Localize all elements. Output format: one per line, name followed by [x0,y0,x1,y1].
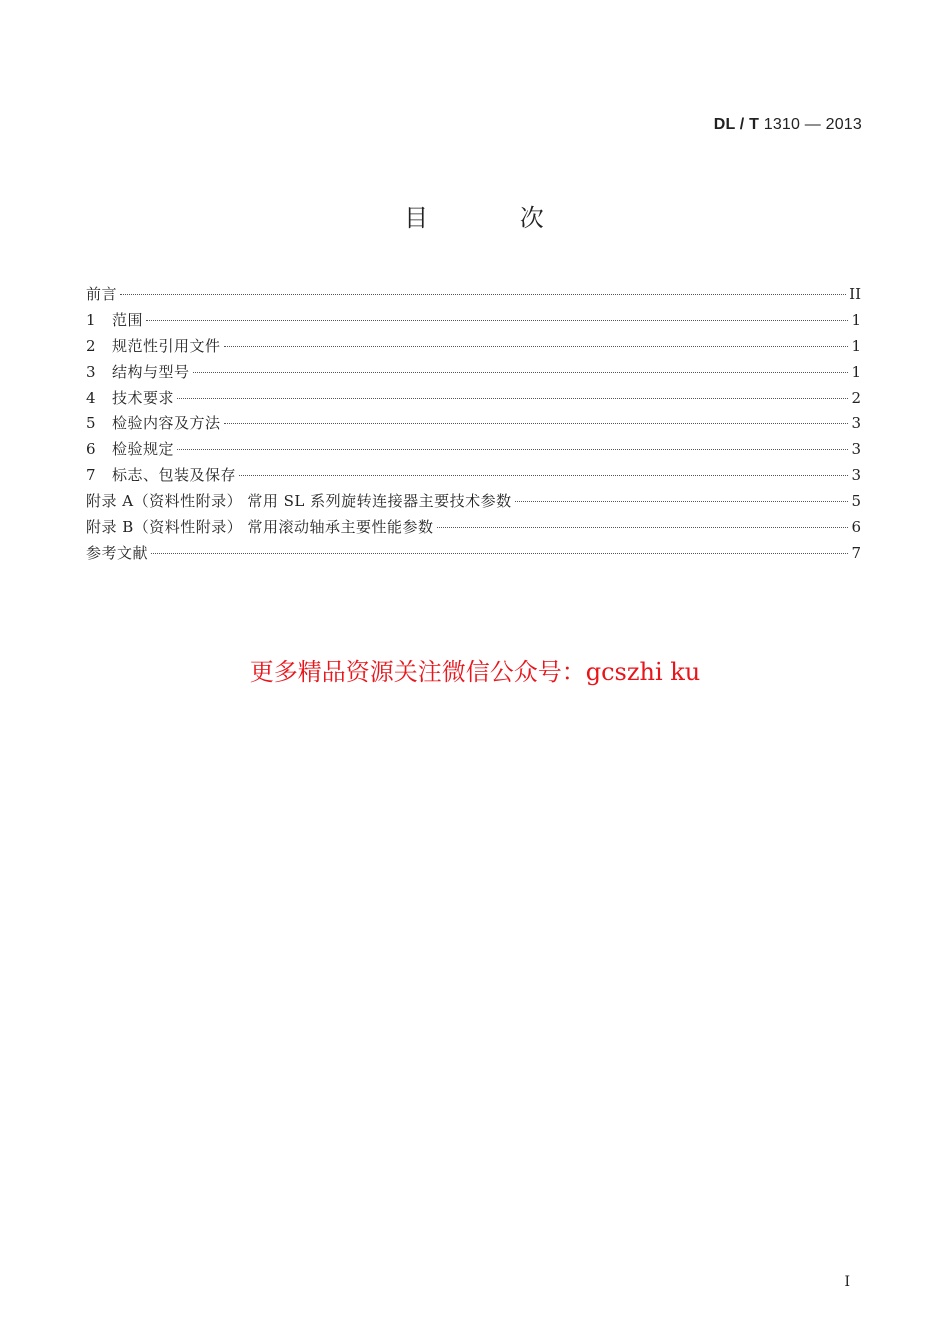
toc-entry-bibliography[interactable] [86,541,861,567]
toc-entry-scope[interactable] [86,308,861,334]
toc-entry-label: 规范性引用文件 [112,336,221,355]
toc-entry-label: 检验规定 [112,440,175,459]
toc-entry-marking-packaging[interactable] [86,463,861,489]
toc-entry-appendix-a[interactable] [86,489,861,515]
toc-entry-number: 4 [86,388,96,407]
toc-entry-number: 1 [86,310,96,329]
toc-leader-dots [177,449,848,450]
table-of-contents [86,282,861,567]
toc-entry-page: 7 [851,543,861,562]
toc-leader-dots [239,475,848,476]
toc-leader-dots [437,527,849,528]
toc-entry-label: 范围 [112,310,144,329]
toc-entry-appendix-b[interactable] [86,515,861,541]
standard-code [714,116,862,134]
toc-entry-page: 6 [851,518,861,537]
toc-leader-dots [177,398,848,399]
toc-entry-label: 参考文献 [86,543,149,562]
toc-entry-preface[interactable] [86,282,861,308]
toc-entry-page: 5 [851,492,861,511]
toc-leader-dots [224,346,849,347]
standard-number: 1310 — 2013 [763,116,862,133]
toc-entry-inspection-rules[interactable] [86,437,861,463]
toc-entry-label: 附录 B（资料性附录） 常用滚动轴承主要性能参数 [86,518,434,537]
toc-entry-number: 7 [86,466,96,485]
toc-entry-number: 2 [86,336,96,355]
toc-leader-dots [151,553,848,554]
toc-entry-page: 1 [851,310,861,329]
toc-leader-dots [120,294,846,295]
toc-entry-page: 1 [851,362,861,381]
toc-entry-label: 结构与型号 [112,362,190,381]
promo-text: 更多精品资源关注微信公众号：gcszhi ku [249,658,701,686]
toc-entry-page: 3 [851,414,861,433]
standard-prefix: DL / T [713,116,760,133]
toc-leader-dots [224,423,849,424]
toc-entry-label: 技术要求 [112,388,175,407]
toc-entry-normative-references[interactable] [86,334,861,360]
toc-entry-page: 3 [851,440,861,459]
toc-leader-dots [193,372,849,373]
toc-entry-number: 3 [86,362,96,381]
toc-entry-inspection-methods[interactable] [86,411,861,437]
toc-entry-page: II [849,285,861,303]
page-number: I [844,1274,850,1290]
toc-leader-dots [146,320,848,321]
toc-entry-page: 1 [851,336,861,355]
toc-title: 目 次 [404,204,586,232]
toc-entry-label: 前言 [86,285,118,303]
toc-entry-structure-and-model[interactable] [86,360,861,386]
toc-entry-number: 6 [86,440,96,459]
toc-entry-page: 2 [851,388,861,407]
toc-entry-technical-requirements[interactable] [86,386,861,412]
toc-leader-dots [515,501,849,502]
toc-entry-label: 标志、包装及保存 [112,466,237,485]
toc-entry-number: 5 [86,414,96,433]
toc-entry-label: 附录 A（资料性附录） 常用 SL 系列旋转连接器主要技术参数 [86,492,512,511]
toc-entry-label: 检验内容及方法 [112,414,221,433]
toc-entry-page: 3 [851,466,861,485]
